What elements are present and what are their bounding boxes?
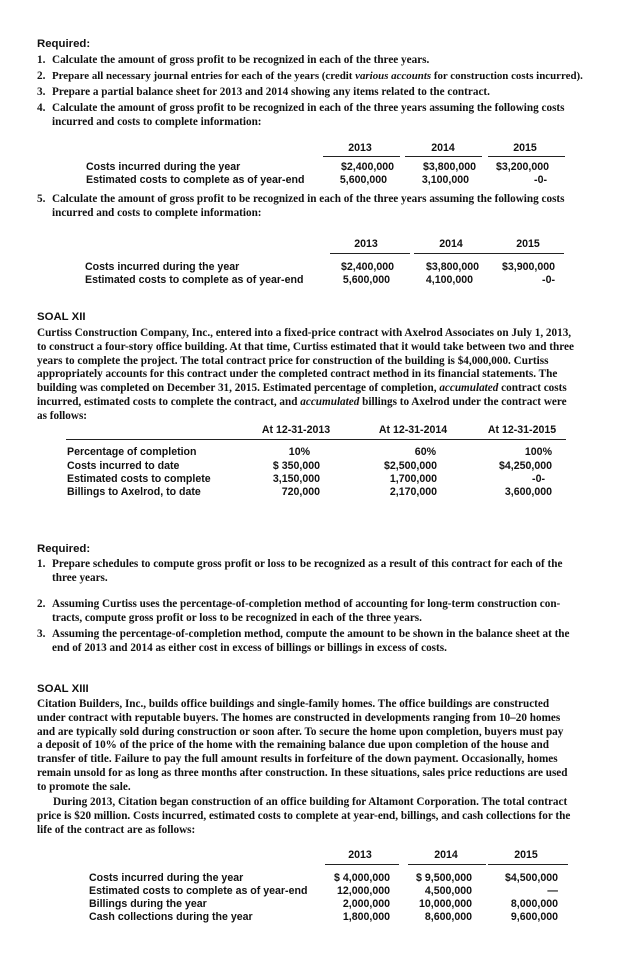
table-item-4: 2013 2014 2015 Costs incurred during the year $2,400,000 $3,800,000 $3,200,000 Estimated costs to complete as of year-end 5,600,000 3,100,000 -0- [0,138,638,190]
row-label: Costs incurred during the year [86,161,241,173]
row-label: Estimated costs to complete as of year-end [85,274,304,286]
required-heading: Required: [37,38,91,50]
table-item-5: 2013 2014 2015 Costs incurred during the year $2,400,000 $3,800,000 $3,900,000 Estimated costs to complete as of year-end 5,600,000 4,100,000 -0- [0,234,638,290]
textbook-page: Required: 1. Calculate the amount of gross profit to be recognized in each of the three years. 2. Prepare all necessary journal entries for each of the years (credit various accounts for construction costs incurred). 3. Prepare a partial balance sheet for 2013 and 2014 showing any items related to the contract. 4. Calculate the amount of gross profit to be recognized in each of the three years assuming the following costs incurred and costs to complete information: 2013 2014 2015 Costs incurred during the year $2,400,000 $3,800,000 $3,200,000 Estimated costs to complete as of year-end 5,600,000 3,100,000 -0- 5. Calculate the amount of gross profit to be recognized in each of the three years assuming the following costs incurred and costs to complete information: 2013 2014 2015 Costs incurred during the year $2,400,000 $3,800,000 $3,900,000 Estimated costs to complete as of year-end 5,600,000 4,100,000 -0- SOAL XII Curtiss Construction Company, Inc., entered into a fixed-price contract with Axelrod Associates on July 1, 2013, to construct a four-story office building. At that time, Curtiss estimated that it would take between two and three years to complete the project. The total contract price for construction of the building is $4,000,000. Curtiss appropriately accounts for this contract under the completed contract method in its financial statements. The building was completed on December 31, 2015. Estimated percentage of completion, accumulated contract costs incurred, estimated costs to complete the contract, and accumulated billings to Axelrod under the contract were as follows: At 12-31-2013 At 12-31-2014 At 12-31-2015 Percentage of completion 10% 60% 100% Costs incurred to date $ 350,000 $2,500,000 $4,250,000 Estimated costs to complete 3,150,000 1,700,000 -0- Billings to Axelrod, to date 720,000 2,170,000 3,600,000 Required: 1. Prepare schedules to compute gross profit or loss to be recognized as a result of this contract for each of the three years. 2. Assuming Curtiss uses the percentage-of-completion method of accounting for long-term construction con- tracts, compute gross profit or loss to be recognized in each of the three years. 3. Assuming the percentage-of-completion method, compute the amount to be shown in the balance sheet at the end of 2013 and 2014 as either cost in excess of billings or billings in excess of costs. SOAL XIII Citation Builders, Inc., builds office buildings and single-family homes. The office buildings are constructed under contract with reputable buyers. The homes are constructed in developments ranging from 10–20 homes and are typically sold during construction or soon after. To secure the home upon completion, buyers must pay a deposit of 10% of the price of the home with the remaining balance due upon completion of the house and transfer of title. Failure to pay the full amount results in forfeiture of the down payment. Occasionally, homes remain unsold for as long as three months after construction. In these situations, sales price reductions are used to promote the sale. During 2013, Citation began construction of an office building for Altamont Corporation. The total contract price is $20 million. Costs incurred, estimated costs to complete at year-end, billings, and cash collections for the life of the contract are as follows: 2013 2014 2015 Costs incurred during the year $ 4,000,000 $ 9,500,000 $4,500,000 Estimated costs to complete as of year-end 12,000,000 4,500,000 — Billings during the year 2,000,000 10,000,000 8,000,000 Cash collections during the year 1,800,000 8,600,000 9,600,000 [0,0,638,974]
soal-13-paragraph-2: During 2013, Citation began construction of an office building for Altamont Corporation. The total contract price is $20 million. Costs incurred, estimated costs to complete at year-end, billings, and cash collections for the life of the contract are as follows: [37,796,571,836]
soal-12-paragraph: Curtiss Construction Company, Inc., entered into a fixed-price contract with Axelrod Associates on July 1, 2013, to construct a four-story office building. At that time, Curtiss estimated that it would take between two and three years to complete the project. The total contract price for construction of the building is $4,000,000. Curtiss appropriately accounts for this contract under the completed contract method in its financial statements. The building was completed on December 31, 2015. Estimated percentage of completion, accumulated contract costs incurred, estimated costs to complete the contract, and accumulated billings to Axelrod under the contract were as follows: [37,327,574,422]
soal-12-required-heading: Required: [37,543,91,555]
row-label: Costs incurred during the year [85,261,240,273]
row-label: Estimated costs to complete as of year-end [86,174,305,186]
soal-12-table: At 12-31-2013 At 12-31-2014 At 12-31-2015 Percentage of completion 10% 60% 100% Costs incurred to date $ 350,000 $2,500,000 $4,250,000 Estimated costs to complete 3,150,000 1,700,000 -0- Billings to Axelrod, to date 720,000 2,170,000 3,600,000 [0,420,638,532]
soal-13-heading: SOAL XIII [37,683,89,695]
soal-12-heading: SOAL XII [37,311,86,323]
soal-13-table: 2013 2014 2015 Costs incurred during the year $ 4,000,000 $ 9,500,000 $4,500,000 Estimated costs to complete as of year-end 12,000,000 4,500,000 — Billings during the year 2,000,000 10,000,000 8,000,000 Cash collections during the year 1,800,000 8,600,000 9,600,000 [0,845,638,935]
soal-13-paragraph-1: Citation Builders, Inc., builds office buildings and single-family homes. The office buildings are constructed under contract with reputable buyers. The homes are constructed in developments ranging from 10–20 homes and are typically sold during construction or soon after. To secure the home upon completion, buyers must pay a deposit of 10% of the price of the home with the remaining balance due upon completion of the house and transfer of title. Failure to pay the full amount results in forfeiture of the down payment. Occasionally, homes remain unsold for as long as three months after construction. In these situations, sales price reductions are used to promote the sale. [37,698,568,793]
